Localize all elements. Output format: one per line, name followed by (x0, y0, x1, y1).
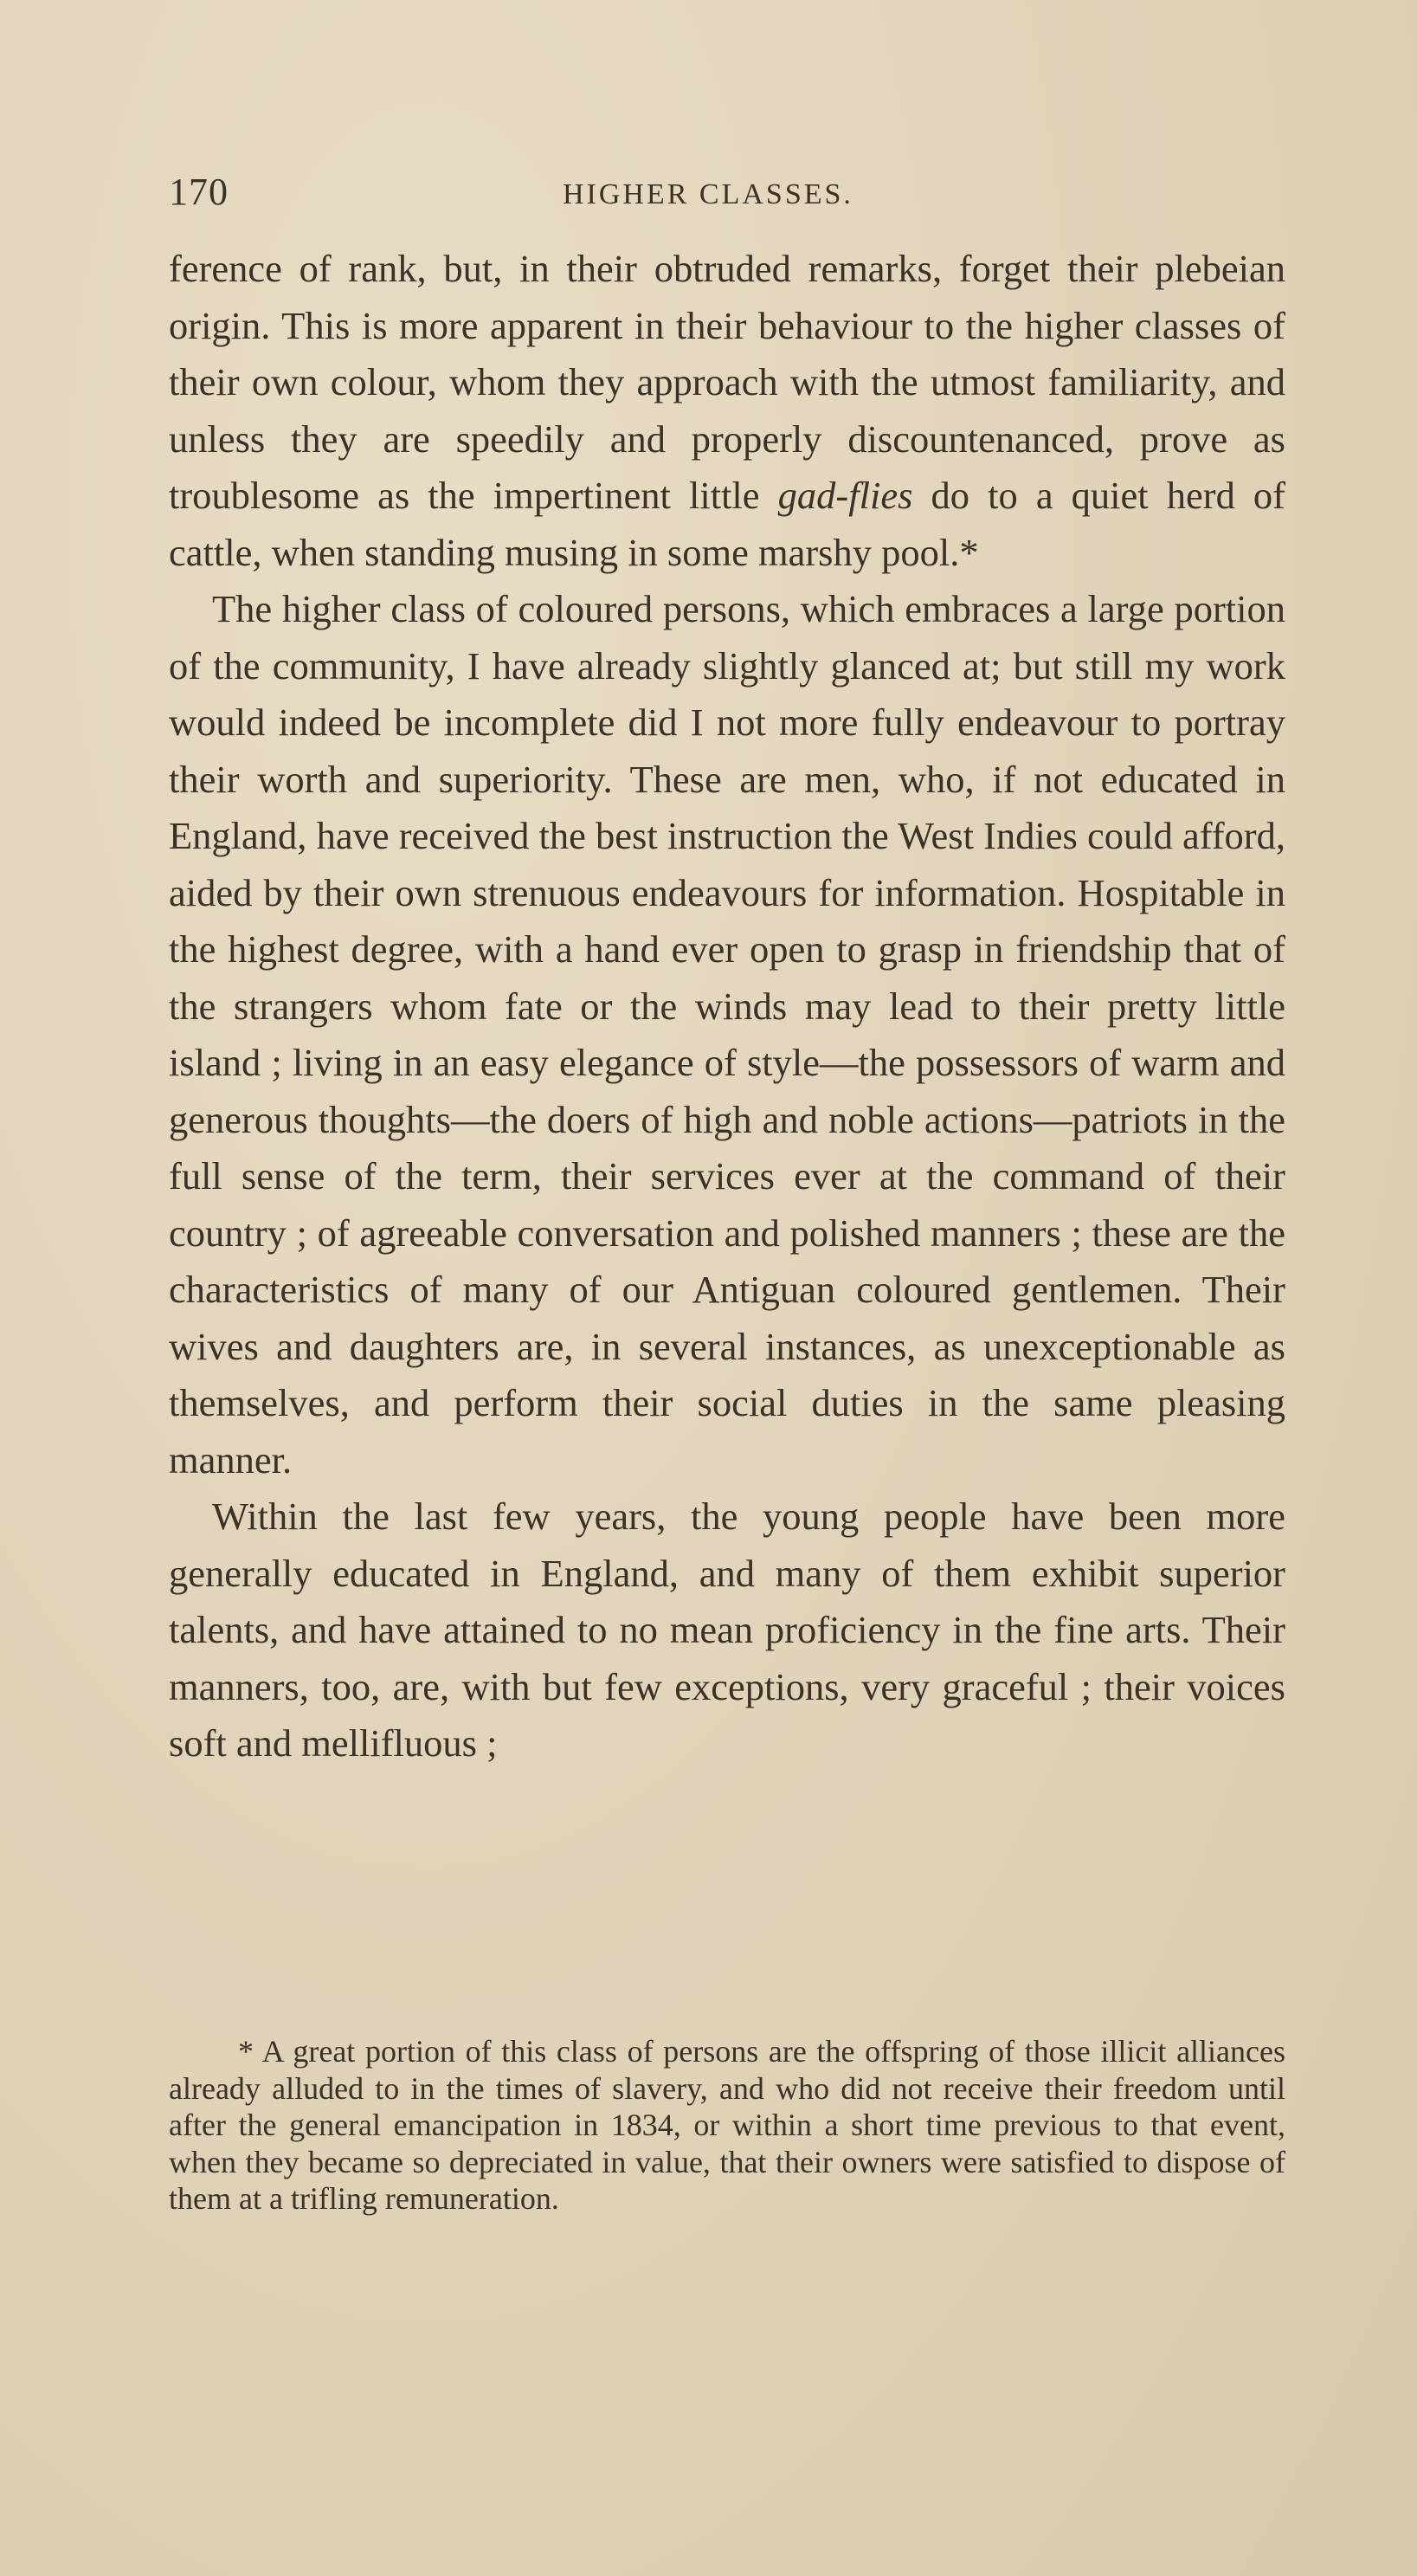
italic-term: gad-flies (777, 474, 913, 517)
paragraph-continued (169, 241, 1285, 581)
paragraph-young-people: Within the last few years, the young people have been more generally educated in England, and many of them exhibit superior talents, and have attained to no mean proficiency in the fine arts. Their manners, too, are, with but few exceptions, very graceful ; their voices soft and mellifluous ; (169, 1495, 1285, 1765)
running-head: HIGHER CLASSES. (563, 178, 853, 210)
paragraph-text: ference of rank, but, in their obtruded remarks, forget their plebeian origin. This is more apparent in their behaviour to the higher classes of their own colour, whom they approach with the utmost familiarity, and unless they are speedily and properly discountenanced, prove as troublesome as the impertinent little (169, 247, 1285, 517)
body-text (169, 241, 1285, 1772)
footnote (169, 2033, 1285, 2218)
paragraph-text: do to a quiet herd of cattle, when standing musing in some marshy pool.* (169, 474, 1286, 574)
page-number: 170 (169, 171, 229, 213)
footnote-text: * A great portion of this class of persons are the offspring of those illicit alliances already alluded to in the times of slavery, and who did not receive their freedom until after the general emancipation in 1834, or within a short time previous to that event, when they became so depreciated in value, that their owners were satisfied to dispose of them at a trifling remuneration. (169, 2034, 1285, 2216)
page-header (169, 170, 1294, 222)
paragraph-higher-class: The higher class of coloured persons, which embraces a large portion of the community, I have already slightly glanced at; but still my work would indeed be incomplete did I not more fully endeavour to portray their worth and superiority. These are men, who, if not educated in England, have received the best instruction the West Indies could afford, aided by their own strenuous endeavours for information. Hospitable in the highest degree, with a hand ever open to grasp in friendship that of the strangers whom fate or the winds may lead to their pretty little island ; living in an easy elegance of style—the possessors of warm and generous thoughts—the doers of high and noble actions—patriots in the full sense of the term, their services ever at the command of their country ; of agreeable conversation and polished manners ; these are the characteristics of many of our Antiguan coloured gentlemen. Their wives and daughters are, in several instances, as unexceptionable as themselves, and perform their social duties in the same pleasing manner. (169, 587, 1285, 1482)
